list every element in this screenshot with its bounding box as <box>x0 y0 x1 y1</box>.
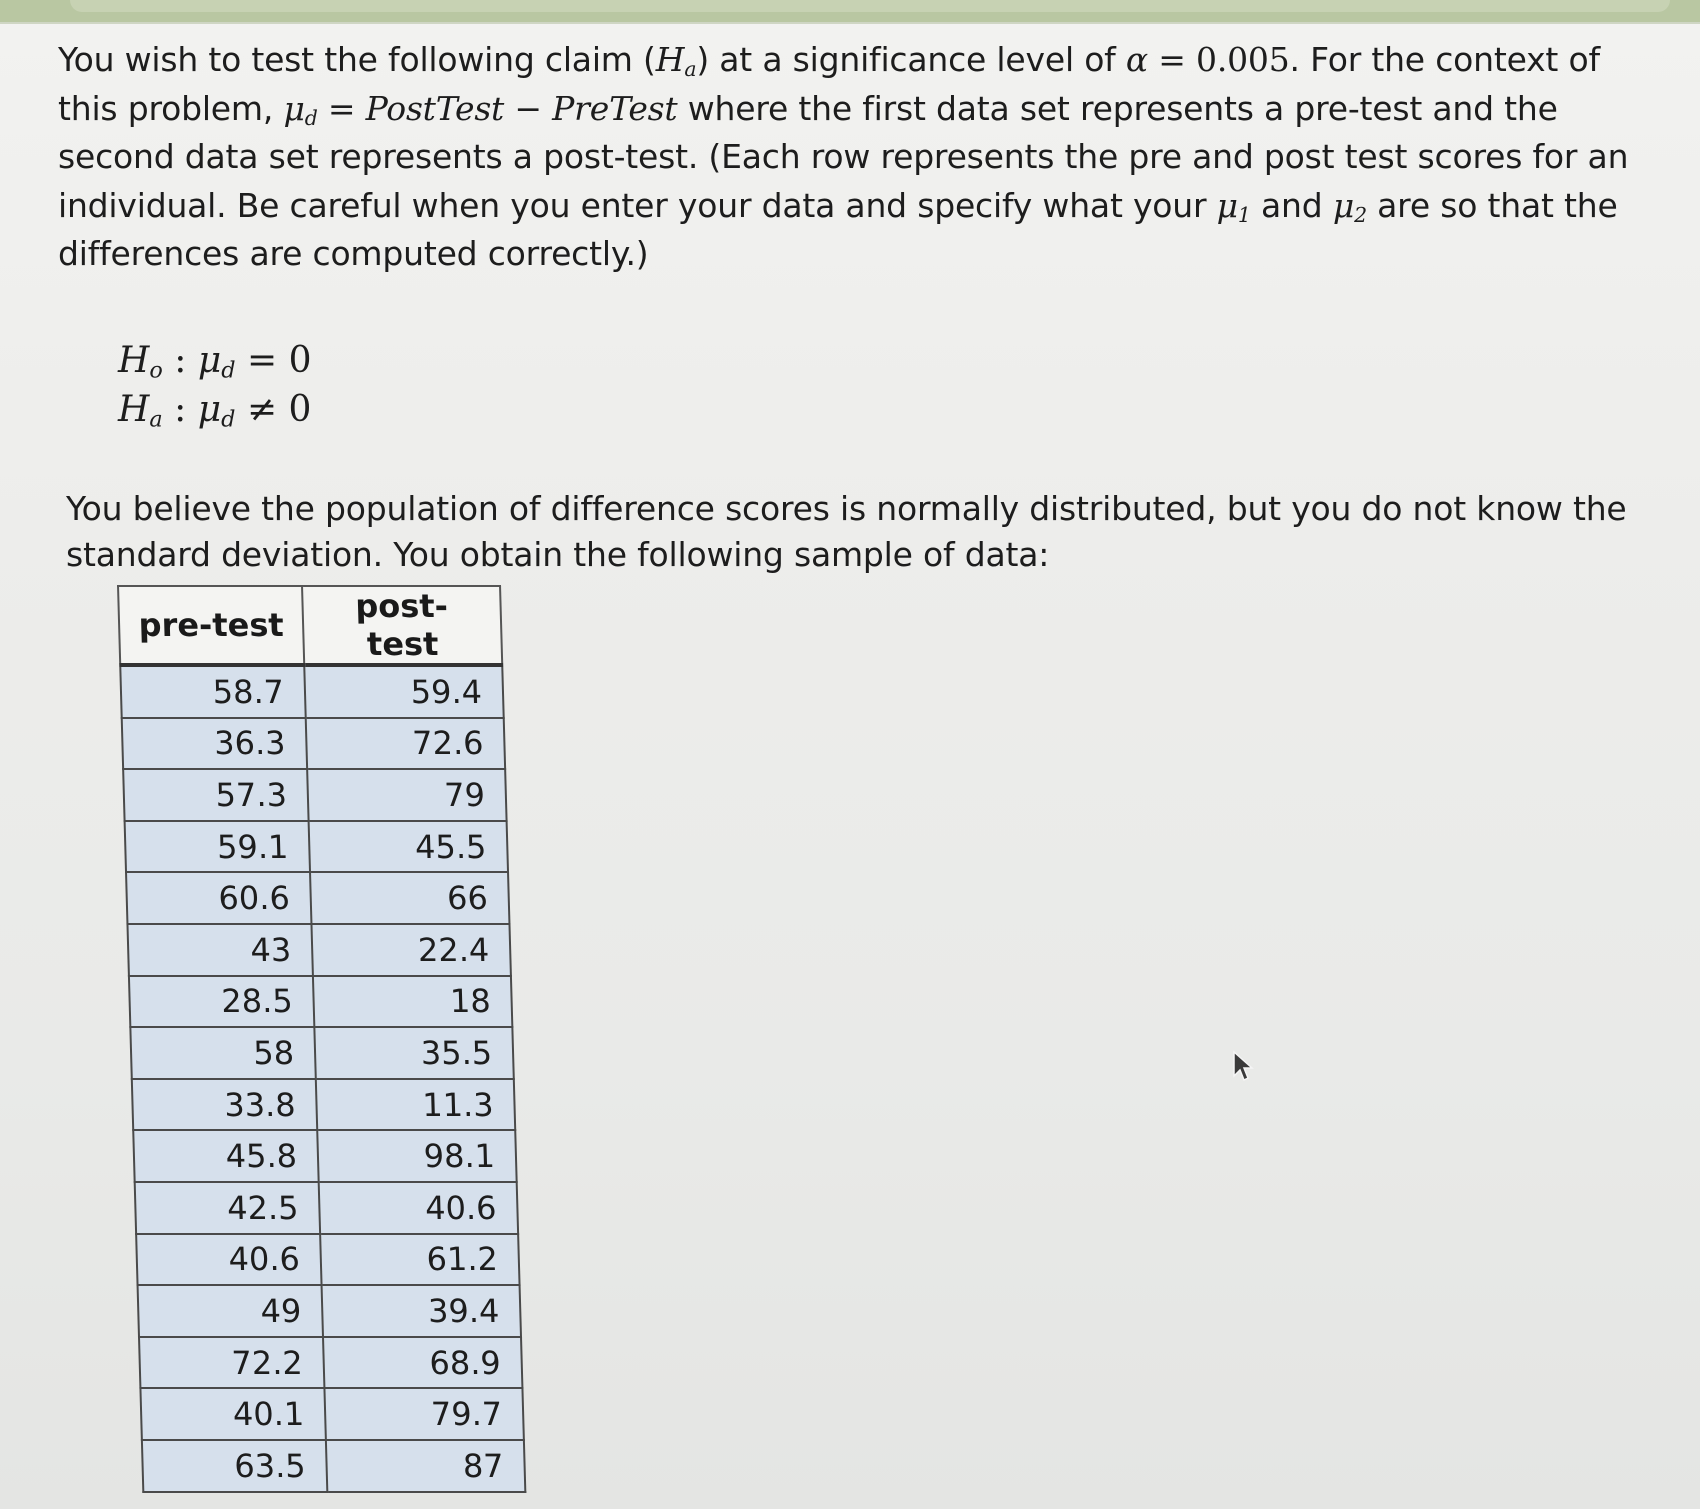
sample-data-table <box>117 585 526 1493</box>
table-row <box>139 1337 522 1389</box>
mu-d-symbol: $\mu_d$ <box>283 88 318 130</box>
pre-test-cell: 43 <box>127 924 312 976</box>
question-body <box>58 36 1668 574</box>
pre-test-cell: 42.5 <box>135 1182 320 1234</box>
pre-test-cell: 40.1 <box>140 1388 325 1440</box>
post-test-cell: 87 <box>326 1440 525 1492</box>
pre-test-cell: 28.5 <box>129 976 314 1028</box>
table-row <box>122 718 505 770</box>
post-test-header: post-test <box>302 586 502 665</box>
null-hypothesis: $H_o$ : $\mu_d = 0$ <box>118 340 312 384</box>
pre-test-cell: 63.5 <box>142 1440 327 1492</box>
alpha-symbol: α <box>1125 40 1148 79</box>
pre-test-cell: 33.8 <box>132 1079 317 1131</box>
table-row <box>130 1027 513 1079</box>
claim-symbol: $H_a$ <box>655 40 697 82</box>
post-test-cell: 18 <box>313 976 512 1028</box>
question-intro-text: You wish to test the following claim $(H_a)$ at a significance level of α = 0.005. For the context of this problem, $\mu_d$ = PostTest − PreTest where the first data set represents a pre-test and the second data set represents a post-test. (Each row represents the pre and post test scores for an individual. Be careful when you enter your data and specify what your $\mu_1$ and $\mu_2$ are so that the differences are computed correctly.) <box>58 40 1629 273</box>
post-test-cell: 35.5 <box>314 1027 513 1079</box>
top-banner-strip <box>0 0 1700 24</box>
post-test-cell: 66 <box>310 872 509 924</box>
post-test-cell: 79.7 <box>324 1388 523 1440</box>
alternative-hypothesis: $H_a$ : $\mu_d \ne 0$ <box>118 389 312 433</box>
pre-test-header: pre-test <box>118 586 304 665</box>
post-test-cell: 98.1 <box>317 1130 516 1182</box>
table-row <box>127 924 510 976</box>
sample-description-text: You believe the population of difference scores is normally distributed, but you do not know the standard deviation. You obtain the following sample of data: <box>66 489 1627 574</box>
post-test-cell: 45.5 <box>309 821 508 873</box>
table-body <box>120 665 525 1492</box>
table-row <box>120 665 503 718</box>
mu2-symbol: $\mu_2$ <box>1332 185 1367 227</box>
pre-test-cell: 49 <box>138 1285 323 1337</box>
post-test-cell: 11.3 <box>316 1079 515 1131</box>
post-test-label: PostTest <box>365 88 505 128</box>
pre-test-cell: 57.3 <box>123 769 308 821</box>
table-row <box>126 872 509 924</box>
table-row <box>140 1388 523 1440</box>
alpha-value: 0.005 <box>1196 40 1290 79</box>
pre-test-cell: 58.7 <box>120 665 305 718</box>
pre-test-cell: 45.8 <box>133 1130 318 1182</box>
post-test-cell: 61.2 <box>320 1234 519 1286</box>
pre-test-cell: 58 <box>130 1027 315 1079</box>
pre-test-cell: 72.2 <box>139 1337 324 1389</box>
post-test-cell: 39.4 <box>322 1285 521 1337</box>
table-row <box>129 976 512 1028</box>
mouse-cursor-icon <box>1232 1050 1256 1084</box>
pre-test-cell: 60.6 <box>126 872 311 924</box>
table-row <box>136 1234 519 1286</box>
table-row <box>133 1130 516 1182</box>
table-row <box>132 1079 515 1131</box>
pre-test-cell: 59.1 <box>125 821 310 873</box>
table-row <box>142 1440 525 1492</box>
table-row <box>138 1285 521 1337</box>
post-test-cell: 22.4 <box>311 924 510 976</box>
mu1-symbol: $\mu_1$ <box>1216 185 1251 227</box>
post-test-cell: 40.6 <box>319 1182 518 1234</box>
table-row <box>123 769 506 821</box>
pre-test-cell: 40.6 <box>136 1234 321 1286</box>
post-test-cell: 79 <box>307 769 506 821</box>
post-test-cell: 72.6 <box>306 718 505 770</box>
hypotheses-block <box>118 336 312 434</box>
table-header-row <box>118 586 502 665</box>
table-row <box>135 1182 518 1234</box>
post-test-cell: 68.9 <box>323 1337 522 1389</box>
pre-test-label: PreTest <box>552 88 678 128</box>
pre-test-cell: 36.3 <box>122 718 307 770</box>
post-test-cell: 59.4 <box>304 665 503 718</box>
table-row <box>125 821 508 873</box>
